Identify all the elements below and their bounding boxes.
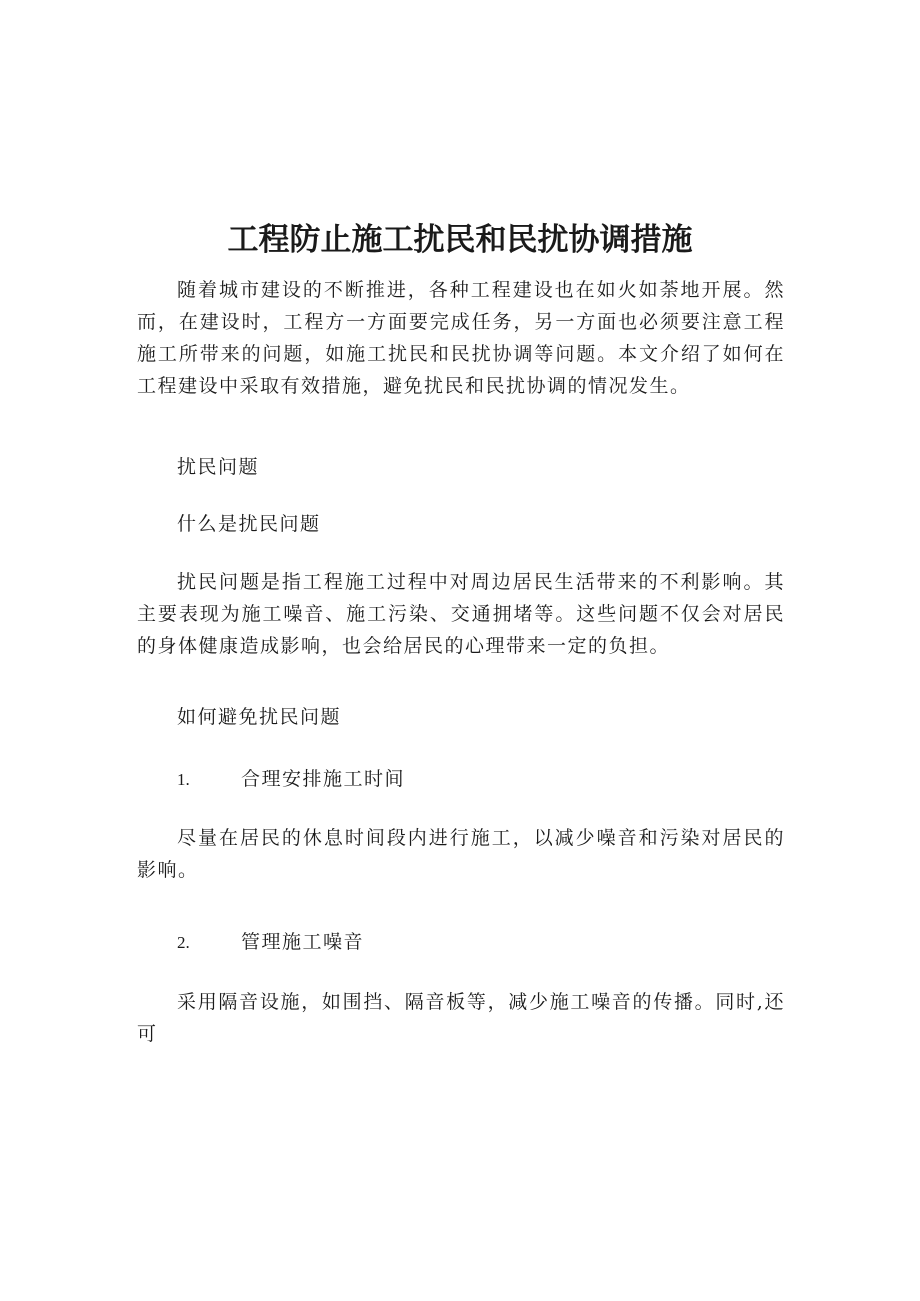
list-item-2-title: 管理施工噪音 xyxy=(241,931,365,953)
sub-heading-what: 什么是扰民问题 xyxy=(177,513,321,535)
definition-paragraph: 扰民问题是指工程施工过程中对周边居民生活带来的不利影响。其主要表现为施工噪音、施工污染、交通拥堵等。这些问题不仅会对居民的身体健康造成影响，也会给居民的心理带来一定的负担。 xyxy=(137,571,785,657)
list-item-1-body: 尽量在居民的休息时间段内进行施工，以减少噪音和污染对居民的影响。 xyxy=(137,827,785,881)
list-item-2-body: 采用隔音设施，如围挡、隔音板等，减少施工噪音的传播。同时,还可 xyxy=(137,991,785,1045)
list-item-2-heading xyxy=(177,926,364,959)
list-item-2-number: 2. xyxy=(177,933,190,952)
sub-heading-how: 如何避免扰民问题 xyxy=(177,706,342,728)
list-item-1-number: 1. xyxy=(177,770,190,789)
section-heading: 扰民问题 xyxy=(177,456,260,478)
intro-paragraph: 随着城市建设的不断推进，各种工程建设也在如火如荼地开展。然而，在建设时，工程方一方面要完成任务，另一方面也必须要注意工程施工所带来的问题，如施工扰民和民扰协调等问题。本文介绍了如何在工程建设中采取有效措施，避免扰民和民扰协调的情况发生。 xyxy=(137,279,785,397)
list-item-1-title: 合理安排施工时间 xyxy=(241,768,406,790)
list-item-1-heading xyxy=(177,763,405,796)
document-title: 工程防止施工扰民和民扰协调措施 xyxy=(227,222,693,258)
